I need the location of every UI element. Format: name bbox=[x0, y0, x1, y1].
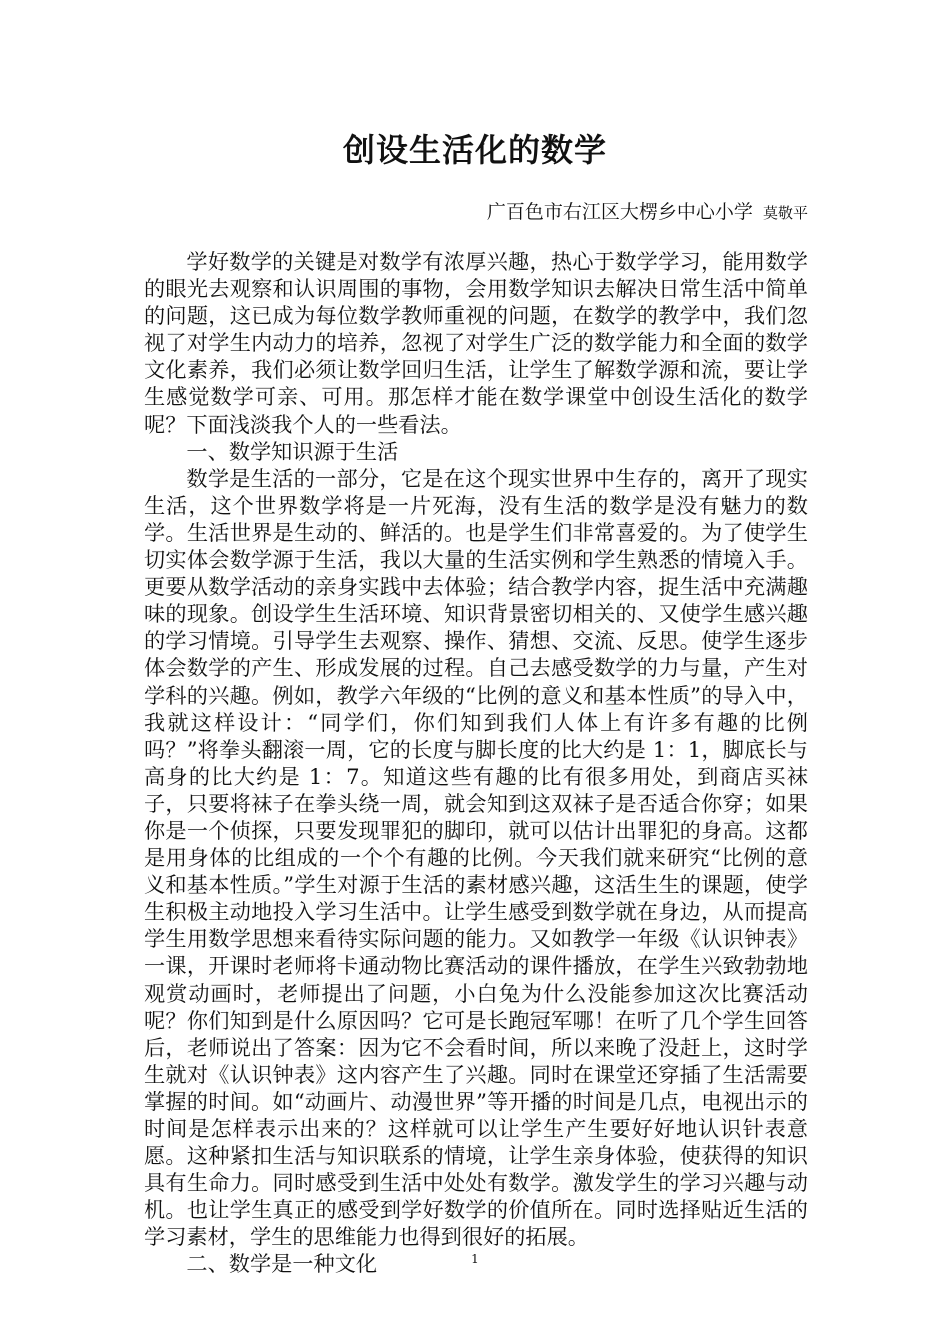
section-1-paragraph: 数学是生活的一部分，它是在这个现实世界中生存的，离开了现实生活，这个世界数学将是一片死海，没有生活的数学是没有魅力的数学。生活世界是生动的、鲜活的。也是学生们非常喜爱的。为了使学生切实体会数学源于生活，我以大量的生活实例和学生熟悉的情境入手。更要从数学活动的亲身实践中去体验；结合教学内容，捉生活中充满趣味的现象。创设学生生活环境、知识背景密切相关的、又使学生感兴趣的学习情境。引导学生去观察、操作、猜想、交流、反思。使学生逐步体会数学的产生、形成发展的过程。自己去感受数学的力与量，产生对学科的兴趣。例如，教学六年级的“比例的意义和基本性质”的导入中，我就这样设计：“同学们，你们知到我们人体上有许多有趣的比例吗？”将拳头翻滚一周，它的长度与脚长度的比大约是 1：1，脚底长与高身的比大约是 1：7。知道这些有趣的比有很多用处，到商店买袜子，只要将袜子在拳头绕一周，就会知到这双袜子是否适合你穿；如果你是一个侦探，只要发现罪犯的脚印，就可以估计出罪犯的身高。这都是用身体的比组成的一个个有趣的比例。今天我们就来研究“比例的意义和基本性质。”学生对源于生活的素材感兴趣，这活生生的课题，使学生积极主动地投入学习生活中。让学生感受到数学就在身边，从而提高学生用数学思想来看待实际问题的能力。又如教学一年级《认识钟表》一课，开课时老师将卡通动物比赛活动的课件播放，在学生兴致勃勃地观赏动画时，老师提出了问题，小白兔为什么没能参加这次比赛活动呢？你们知到是什么原因吗？它可是长跑冠军哪！在听了几个学生回答后，老师说出了答案：因为它不会看时间，所以来晚了没赶上，这时学生就对《认识钟表》这内容产生了兴趣。同时在课堂还穿插了生活需要掌握的时间。如“动画片、动漫世界”等开播的时间是几点，电视出示的时间是怎样表示出来的？这样就可以让学生产生要好好地认识针表意愿。这种紧扣生活与知识联系的情境，让学生亲身体验，使获得的知识具有生命力。同时感受到生活中处处有数学。激发学生的学习兴趣与动机。也让学生真正的感受到学好数学的价值所在。同时选择贴近生活的学习素材，学生的思维能力也得到很好的拓展。 bbox=[144, 465, 808, 1250]
document-title: 创设生活化的数学 bbox=[342, 131, 607, 169]
page-number: 1 bbox=[471, 1252, 479, 1266]
document-body bbox=[144, 248, 808, 1278]
author-byline bbox=[487, 198, 808, 227]
author-name: 莫敬平 bbox=[762, 204, 808, 222]
author-school: 广百色市右江区大楞乡中心小学 bbox=[486, 201, 753, 223]
section-heading-2: 二、数学是一种文化 bbox=[186, 1251, 378, 1277]
intro-paragraph: 学好数学的关键是对数学有浓厚兴趣，热心于数学学习，能用数学的眼光去观察和认识周围的事物，会用数学知识去解决日常生活中简单的问题，这已成为每位数学教师重视的问题，在数学的教学中，我们忽视了对学生内动力的培养，忽视了对学生广泛的数学能力和全面的数学文化素养，我们必须让数学回归生活，让学生了解数学源和流，要让学生感觉数学可亲、可用。那怎样才能在数学课堂中创设生活化的数学呢？下面浅淡我个人的一些看法。 bbox=[144, 249, 808, 437]
section-heading-1: 一、数学知识源于生活 bbox=[186, 438, 399, 464]
